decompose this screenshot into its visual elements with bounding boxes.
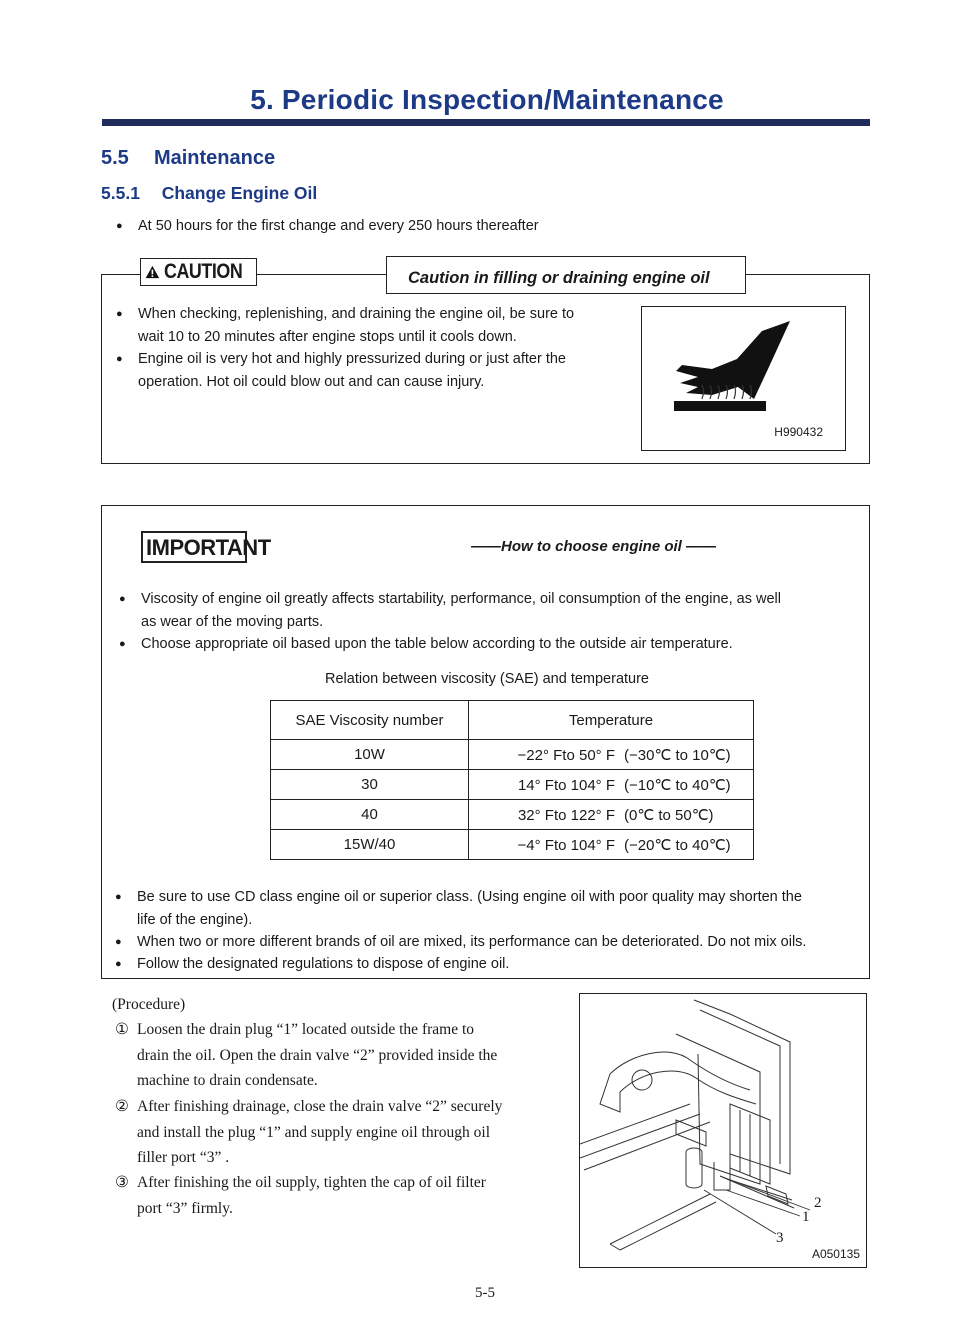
intro-bullet: ● At 50 hours for the first change and every 250 hours thereafter [138,215,539,238]
procedure-step: After finishing drainage, close the drain valve “2” securely and install the plug “1” and supply engine oil through oil filler port “3” . [137,1098,503,1166]
important-bullet: ● Be sure to use CD class engine oil or superior class. (Using engine oil with poor quality may shorten the life of the engine). [137,886,862,931]
engine-figure [579,993,867,1268]
table-header: SAE Viscosity number [271,701,469,740]
table-row [271,740,754,770]
sae-cell: 40 [271,800,469,830]
caution-title: Caution in filling or draining engine oil [386,256,746,294]
hot-surface-figure [641,306,846,451]
temp-c-cell: (−30℃ to 10℃) [624,746,731,764]
callout-3: 3 [776,1230,784,1246]
subsection-heading [101,183,317,204]
step-marker: ③ [115,1174,129,1191]
callout-1: 1 [802,1209,810,1225]
subsection-number: 5.5.1 [101,183,140,203]
figure-code: A050135 [811,1247,860,1261]
step-marker: ① [115,1021,129,1038]
temp-c-cell: (−10℃ to 40℃) [624,776,731,794]
chapter-title: 5. Periodic Inspection/Maintenance [250,84,724,115]
important-badge: IMPORTANT [141,531,247,563]
important-bullet: ● Viscosity of engine oil greatly affects startability, performance, oil consumption of the engine, as well as wear of the moving parts. [141,588,861,633]
important-bullet: ● Follow the designated regulations to dispose of engine oil. [137,953,862,976]
sae-cell: 30 [271,770,469,800]
procedure-step: Loosen the drain plug “1” located outside the frame to drain the oil. Open the drain valve “2” provided inside the machine to drain condensate. [137,1021,498,1089]
temp-f-cell: −22° Fto 50° F [517,746,615,764]
table-row [271,830,754,860]
viscosity-table [270,700,754,860]
temp-c-cell: (0℃ to 50℃) [624,806,714,824]
step-marker: ② [115,1098,129,1115]
sae-cell: 10W [271,740,469,770]
temp-c-cell: (−20℃ to 40℃) [624,836,731,854]
temp-f-cell: −4° Fto 104° F [517,836,615,854]
caution-badge [140,258,257,286]
table-header-row [271,701,754,740]
procedure-step: After finishing the oil supply, tighten the cap of oil filter port “3” firmly. [137,1174,486,1217]
subsection-title: Change Engine Oil [161,183,318,203]
sae-cell: 15W/40 [271,830,469,860]
table-row [271,770,754,800]
engine-drawing [580,994,866,1267]
section-number: 5.5 [101,147,129,169]
caution-bullet: ● When checking, replenishing, and draining the engine oil, be sure to wait 10 to 20 minutes after engine stops until it cools down. [138,303,618,348]
procedure-heading: (Procedure) [112,996,186,1013]
warning-triangle-icon [145,262,160,282]
caution-bullet: ● Engine oil is very hot and highly pressurized during or just after the operation. Hot oil could blow out and can cause injury. [138,348,618,393]
table-caption: Relation between viscosity (SAE) and temperature [325,671,649,687]
section-heading [101,147,275,170]
table-row [271,800,754,830]
section-title: Maintenance [153,147,276,169]
table-header: Temperature [469,701,754,740]
caution-label: CAUTION [163,260,243,283]
title-rule [102,119,870,126]
callout-2: 2 [814,1195,822,1211]
temp-f-cell: 32° Fto 122° F [517,806,615,824]
page-number: 5-5 [475,1285,495,1301]
figure-code: H990432 [774,425,823,439]
important-bullet: ● Choose appropriate oil based upon the table below according to the outside air temperature. [141,633,861,656]
important-bullet: ● When two or more different brands of oil are mixed, its performance can be deteriorated. Do not mix oils. [137,931,862,954]
temp-f-cell: 14° Fto 104° F [517,776,615,794]
important-title: ——How to choose engine oil —— [471,538,717,555]
